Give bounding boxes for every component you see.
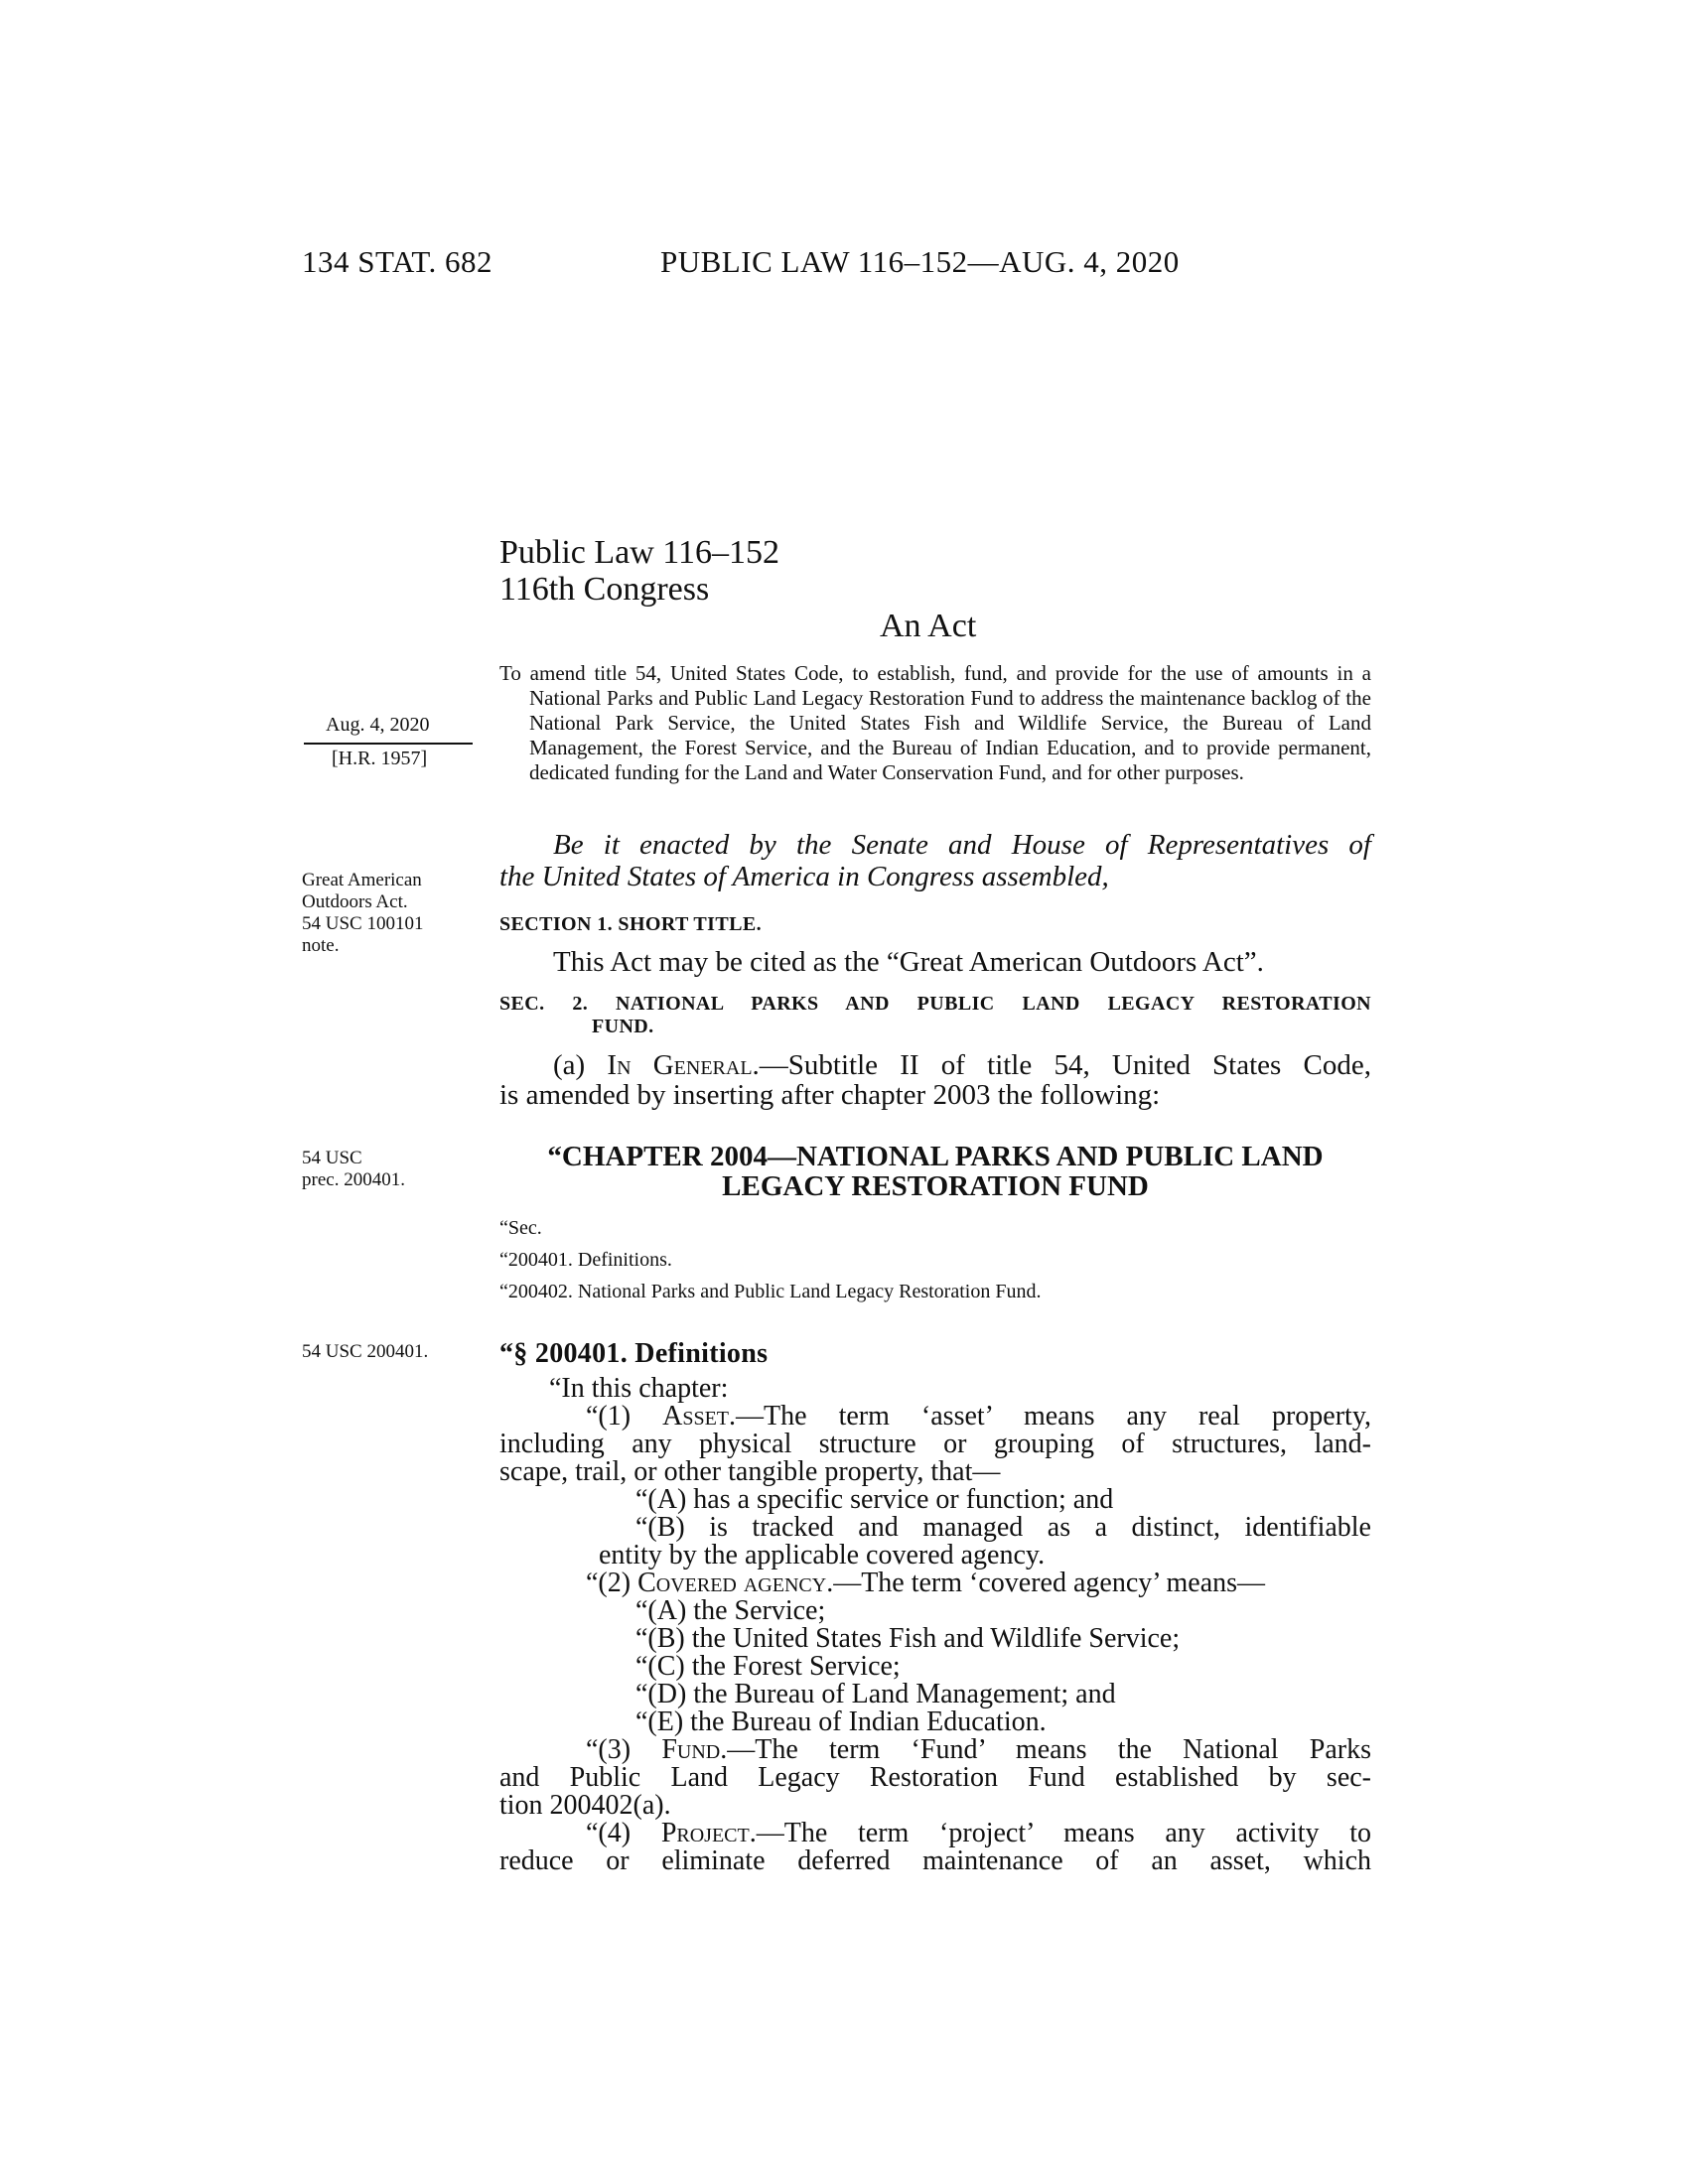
toc-item: “200402. National Parks and Public Land Legacy Restoration Fund. [499, 1281, 1042, 1302]
def-asset-line-3: scape, trail, or other tangible property, that— [499, 1456, 1001, 1487]
def-fund-line-2: and Public Land Legacy Restoration Fund established by sec- [499, 1762, 1371, 1793]
chapter-heading-line-1: “CHAPTER 2004—NATIONAL PARKS AND PUBLIC LAND [547, 1141, 1324, 1172]
covered-agency-item: “(D) the Bureau of Land Management; and [635, 1679, 1116, 1709]
covered-agency-item: “(B) the United States Fish and Wildlife Service; [635, 1623, 1181, 1654]
margin-divider [304, 743, 473, 745]
stat-page-number: 134 STAT. 682 [302, 244, 493, 279]
covered-agency-item: “(A) the Service; [635, 1595, 826, 1626]
term-caption: Asset [662, 1401, 730, 1432]
def-text: .—The term ‘project’ means any activity to [749, 1818, 1371, 1848]
subsection-text: .—Subtitle II of title 54, United States Code, [752, 1049, 1372, 1081]
running-header: PUBLIC LAW 116–152—AUG. 4, 2020 [660, 244, 1180, 279]
margin-note-line: 54 USC [302, 1148, 362, 1168]
enacting-line-1: Be it enacted by the Senate and House of Representatives of [553, 829, 1371, 861]
chapter-heading-line-2: LEGACY RESTORATION FUND [722, 1170, 1149, 1202]
margin-note-line: Great American [302, 870, 422, 890]
term-caption: Fund [661, 1734, 721, 1765]
term-caption: Covered agency [637, 1568, 827, 1598]
enacting-line-2: the United States of America in Congress assembled, [499, 861, 1109, 892]
def-covered-agency [586, 1570, 1265, 1597]
law-number: Public Law 116–152 [499, 534, 780, 571]
approval-date: Aug. 4, 2020 [326, 714, 430, 736]
chapter-margin-note [302, 1148, 481, 1191]
margin-note-line: 54 USC 200401. [302, 1341, 429, 1362]
an-act-title: An Act [880, 608, 977, 644]
def-text: .—The term ‘covered agency’ means— [826, 1568, 1266, 1598]
def-asset-line-1 [586, 1403, 1371, 1431]
toc-sec-label: “Sec. [499, 1217, 542, 1239]
def-asset-line-2: including any physical structure or grouping of structures, land- [499, 1429, 1371, 1459]
margin-note-line: prec. 200401. [302, 1169, 405, 1190]
def-asset-b-line-1: “(B) is tracked and managed as a distinct, identifiable [635, 1512, 1371, 1543]
toc-item: “200401. Definitions. [499, 1249, 672, 1271]
paragraph-number: “(4) [586, 1818, 661, 1848]
subsection-caption: In General [607, 1049, 753, 1081]
chapter-heading [499, 1142, 1371, 1201]
covered-agency-item: “(C) the Forest Service; [635, 1651, 901, 1682]
definitions-margin-note [302, 1341, 481, 1363]
congress-label: 116th Congress [499, 571, 710, 608]
purpose-text: To amend title 54, United States Code, to establish, fund, and provide for the use of amounts in a National Parks and Public Land Legacy Restoration Fund to address the maintenance backlog of the National Park Service, the United States Fish and Wildlife Service, the Bureau of Land Management, the Forest Service, and the Bureau of Indian Education, and to provide permanent, dedicated funding for the Land and Water Conservation Fund, and for other purposes. [499, 661, 1371, 784]
purpose-paragraph [499, 661, 1371, 785]
section-2-heading-line-2: FUND. [592, 1016, 654, 1037]
covered-agency-item: “(E) the Bureau of Indian Education. [635, 1706, 1047, 1737]
margin-note-line: note. [302, 935, 340, 956]
short-title-margin-note [302, 870, 481, 957]
margin-note-line: Outdoors Act. [302, 891, 408, 912]
definitions-heading: “§ 200401. Definitions [499, 1338, 769, 1369]
section-2-heading-line-1: SEC. 2. NATIONAL PARKS AND PUBLIC LAND LEGACY RESTORATION [499, 993, 1371, 1015]
section-2a-line-1 [553, 1050, 1371, 1080]
section-1-heading: SECTION 1. SHORT TITLE. [499, 913, 762, 935]
bill-number: [H.R. 1957] [332, 748, 428, 769]
definitions-intro: “In this chapter: [549, 1373, 729, 1404]
def-text: .—The term ‘Fund’ means the National Parks [720, 1734, 1372, 1765]
def-project-line-1 [586, 1820, 1371, 1847]
def-asset-a: “(A) has a specific service or function; and [635, 1484, 1114, 1515]
section-1-text: This Act may be cited as the “Great American Outdoors Act”. [553, 946, 1264, 978]
margin-note-line: 54 USC 100101 [302, 913, 424, 934]
paragraph-number: “(3) [586, 1734, 662, 1765]
paragraph-number: “(2) [586, 1568, 638, 1598]
def-project-line-2: reduce or eliminate deferred maintenance of an asset, which [499, 1845, 1371, 1876]
def-fund-line-3: tion 200402(a). [499, 1790, 671, 1821]
def-asset-b-line-2: entity by the applicable covered agency. [599, 1540, 1046, 1570]
def-text: .—The term ‘asset’ means any real property, [729, 1401, 1371, 1432]
paragraph-number: “(1) [586, 1401, 663, 1432]
def-fund-line-1 [586, 1736, 1371, 1764]
term-caption: Project [660, 1818, 750, 1848]
section-2a-line-2: is amended by inserting after chapter 2003 the following: [499, 1079, 1161, 1111]
enacting-clause [499, 829, 1371, 892]
subsection-label: (a) [553, 1049, 608, 1081]
